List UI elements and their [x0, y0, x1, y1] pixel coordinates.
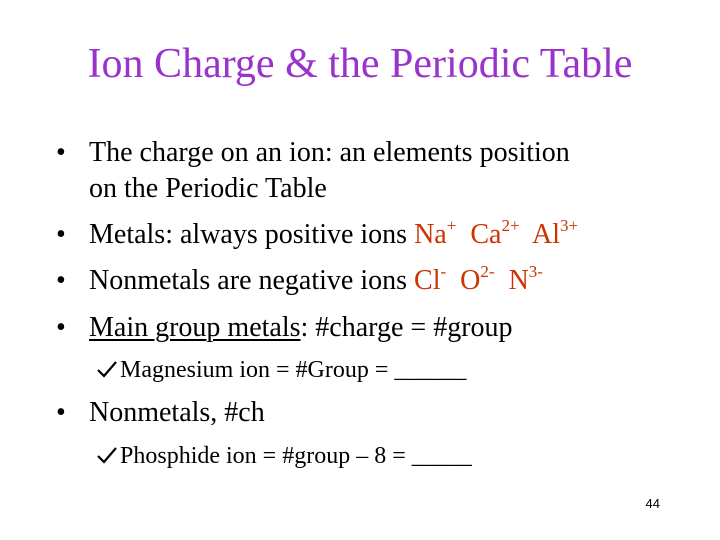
sub-item-text: Magnesium ion = #Group = ______: [120, 357, 467, 383]
ion-calcium: $Ca^{2+}$: [470, 216, 520, 250]
bullet-dot: •: [56, 312, 66, 343]
sub-item-text: Phosphide ion = #group – 8 = _____: [120, 443, 472, 469]
page-number: 44: [645, 496, 660, 511]
ion-sodium: Na+: [414, 216, 457, 250]
ion-chloride: Cl-: [414, 262, 447, 296]
bullet-dot: •: [56, 397, 66, 428]
ion-aluminum: $Al^{3+}$: [532, 216, 579, 250]
bullet-text: : #charge = #group: [300, 312, 513, 343]
bullet-dot: •: [56, 137, 66, 168]
ion-nitride: $N^{3-}$: [508, 262, 543, 296]
ion-oxide: $O^{2-}$: [460, 262, 495, 296]
checkmark-icon: [96, 359, 118, 379]
bullet-dot: •: [56, 265, 66, 296]
bullet-text: Nonmetals, #ch: [89, 397, 265, 428]
underlined-term: Main group metals: [89, 312, 301, 343]
bullet-text: Nonmetals are negative ions: [89, 265, 415, 296]
checkmark-icon: [96, 445, 118, 465]
sub-item-magnesium: [96, 355, 466, 385]
bullet-dot: •: [56, 219, 66, 250]
slide-title: Ion Charge & the Periodic Table: [87, 41, 633, 87]
bullet-text-line2: on the Periodic Table: [89, 173, 327, 204]
bullet-text: Metals: always positive ions: [89, 219, 415, 250]
sub-item-phosphide: [96, 441, 472, 471]
bullet-text: The charge on an ion: an elements position: [89, 137, 570, 168]
